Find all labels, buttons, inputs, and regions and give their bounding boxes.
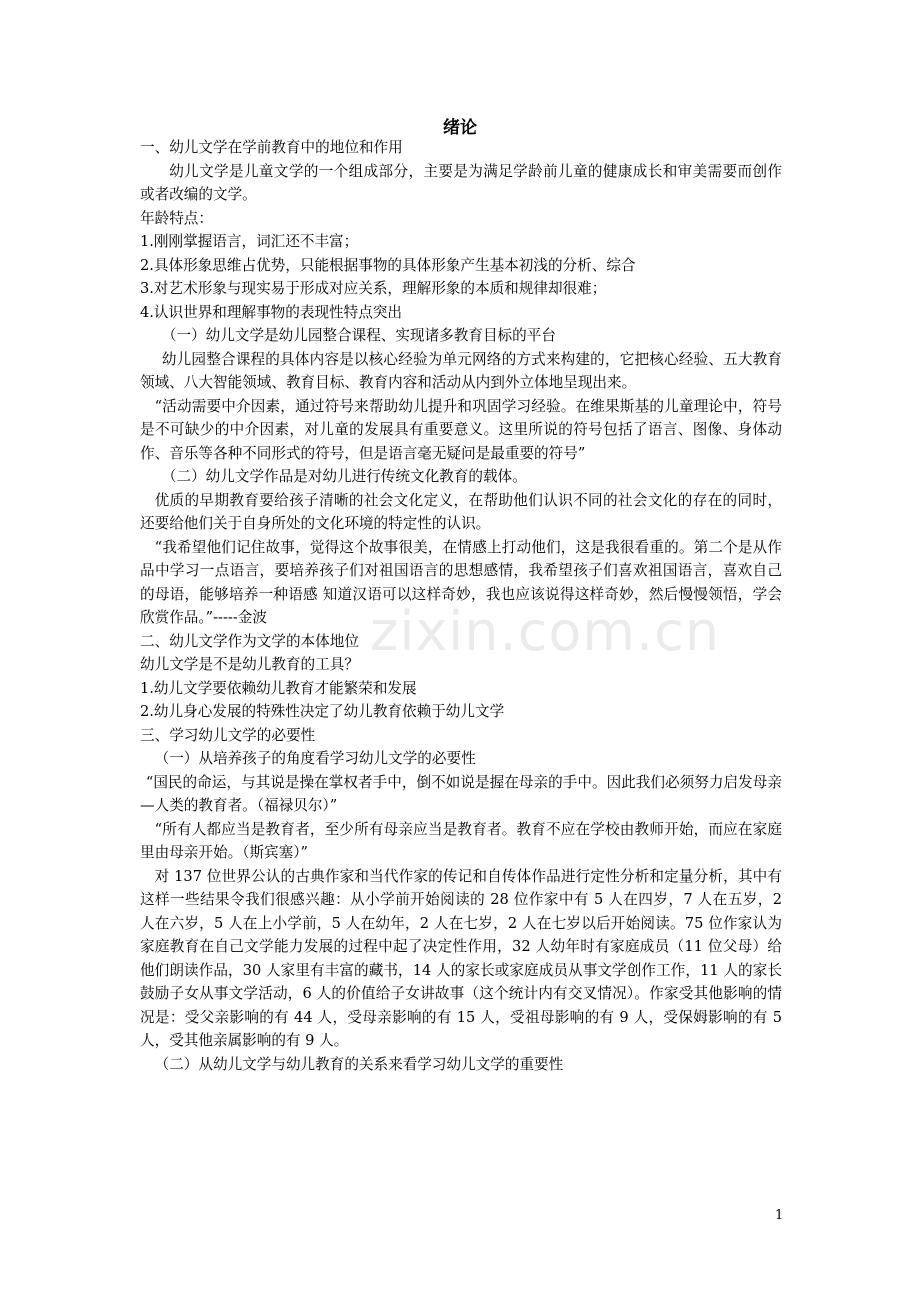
list-item: 2.幼儿身心发展的特殊性决定了幼儿教育依赖于幼儿文学 bbox=[140, 703, 505, 720]
subsection-heading: （一）幼儿文学是幼儿园整合课程、实现诸多教育目标的平台 bbox=[161, 327, 556, 344]
quote-paragraph: “活动需要中介因素，通过符号来帮助幼儿提升和巩固学习经验。在维果斯基的儿童理论中，符号是不可缺少的中介因素，对儿童的发展具有重要意义。这里所说的符号包括了语言、图像、身体动作、音乐等各种不同形式的符号，但是语言毫无疑问是最重要的符号” bbox=[140, 397, 782, 462]
watermark: zixin.com.cn bbox=[370, 600, 721, 663]
list-item: 2.具体形象思维占优势，只能根据事物的具体形象产生基本初浅的分析、综合 bbox=[140, 256, 636, 274]
section-heading-2: 二、幼儿文学作为文学的本体地位 bbox=[140, 632, 359, 650]
quote-paragraph: “所有人都应当是教育者，至少所有母亲应当是教育者。教育不应在学校由教师开始，而应在家庭里由母亲开始。（斯宾塞）” bbox=[140, 820, 782, 861]
list-item: 1.幼儿文学要依赖幼儿教育才能繁荣和发展 bbox=[140, 679, 417, 697]
body-paragraph: 幼儿文学是儿童文学的一个组成部分，主要是为满足学龄前儿童的健康成长和审美需要而创作或者改编的文学。 bbox=[140, 162, 782, 203]
quote-paragraph: “我希望他们记住故事，觉得这个故事很美，在情感上打动他们，这是我很看重的。第二个是从作品中学习一点语言，要培养孩子们对祖国语言的思想感情，我希望孩子们喜欢祖国语言，喜欢自己的母语，能够培养一种语感 知道汉语可以这样奇妙，我也应该说得这样奇妙，然后慢慢领悟，学会欣赏作品。”-----金波 bbox=[140, 538, 782, 626]
document-body bbox=[140, 136, 782, 1076]
section-heading-3: 三、学习幼儿文学的必要性 bbox=[140, 726, 316, 744]
body-paragraph: 对 137 位世界公认的古典作家和当代作家的传记和自传体作品进行定性分析和定量分析，其中有这样一些结果令我们很感兴趣：从小学前开始阅读的 28 位作家中有 5 人在四岁，7 人在五岁，2 人在六岁，5 人在上小学前，5 人在幼年，2 人在七岁，2 人在七岁以后开始阅读。75 位作家认为家庭教育在自己文学能力发展的过程中起了决定性作用，32 人幼年时有家庭成员（11 位父母）给他们朗读作品，30 人家里有丰富的藏书，14 人的家长或家庭成员从事文学创作工作，11 人的家长鼓励子女从事文学活动，6 人的价值给子女讲故事（这个统计内有交叉情况）。作家受其他影响的情况是：受父亲影响的有 44 人，受母亲影响的有 15 人，受祖母影响的有 9 人，受保姆影响的有 5 人，受其他亲属影响的有 9 人。 bbox=[140, 867, 782, 1049]
body-paragraph: 年龄特点： bbox=[140, 209, 213, 227]
subsection-heading: （一）从培养孩子的角度看学习幼儿文学的必要性 bbox=[154, 750, 476, 767]
list-item: 4.认识世界和理解事物的表现性特点突出 bbox=[140, 303, 403, 321]
body-paragraph: 幼儿文学是不是幼儿教育的工具？ bbox=[140, 656, 359, 673]
list-item: 3.对艺术形象与现实易于形成对应关系，理解形象的本质和规律却很难； bbox=[140, 280, 607, 297]
page-number: 1 bbox=[775, 1208, 784, 1223]
page-title: 绪论 bbox=[443, 118, 477, 138]
list-item: 1.刚刚掌握语言，词汇还不丰富； bbox=[140, 233, 359, 250]
section-heading-1: 一、幼儿文学在学前教育中的地位和作用 bbox=[140, 139, 403, 156]
body-paragraph: 优质的早期教育要给孩子清晰的社会文化定义，在帮助他们认识不同的社会文化的存在的同时，还要给他们关于自身所处的文化环境的特定性的认识。 bbox=[140, 491, 782, 532]
subsection-heading: （二）从幼儿文学与幼儿教育的关系来看学习幼儿文学的重要性 bbox=[154, 1055, 564, 1073]
quote-paragraph: “国民的命运，与其说是操在掌权者手中，倒不如说是握在母亲的手中。因此我们必须努力启发母亲—人类的教育者。（福禄贝尔）” bbox=[140, 773, 782, 814]
subsection-heading: （二）幼儿文学作品是对幼儿进行传统文化教育的载体。 bbox=[161, 468, 527, 485]
body-paragraph: 幼儿园整合课程的具体内容是以核心经验为单元网络的方式来构建的，它把核心经验、五大教育领域、八大智能领域、教育目标、教育内容和活动从内到外立体地呈现出来。 bbox=[140, 350, 782, 391]
